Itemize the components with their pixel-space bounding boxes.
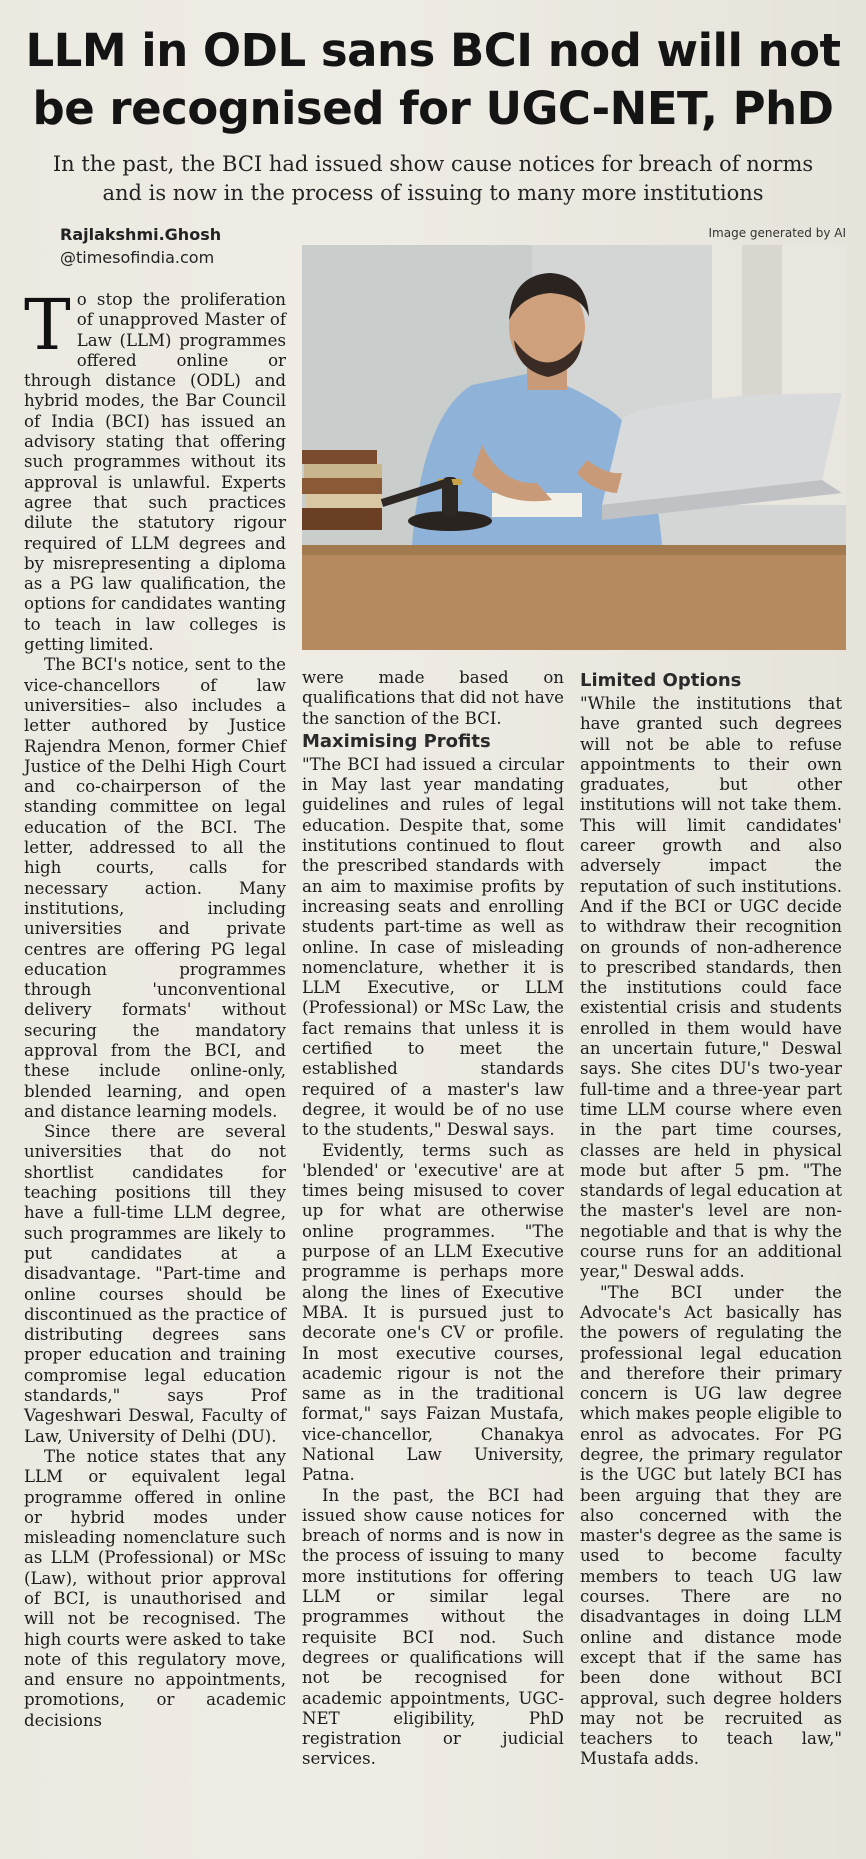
paragraph-3: Since there are several universities that do not shortlist candidates for teaching positions till they have a full-time LLM degree, such programmes are likely to put candidates at a disadvantage. "Part-time and online courses should be discontinued as the practice of distributing degrees sans proper education and training compromise legal education standards," says Prof Vageshwari Deswal, Faculty of Law, University of Delhi (DU).: [24, 1122, 286, 1446]
article-photo: [302, 245, 846, 650]
article-column-3: [580, 668, 842, 1770]
image-credit: Image generated by AI: [708, 226, 846, 240]
subhead-line-2: and is now in the process of issuing to many more institutions: [102, 181, 764, 205]
photo-illustration: [302, 245, 846, 650]
headline: [20, 22, 846, 138]
paragraph-continuation: were made based on qualifications that did not have the sanction of the BCI.: [302, 668, 564, 728]
paragraph-6: Evidently, terms such as 'blended' or 'executive' are at times being misused to cover up for what are otherwise online programmes. "The purpose of an LLM Executive programme is perhaps more along the lines of Executive MBA. It is pursued just to decorate one's CV or profile. In most executive courses, academic rigour is not the same as in the traditional format," says Faizan Mustafa, vice-chancellor, Chanakya National Law University, Patna.: [302, 1140, 564, 1485]
paragraph-4: The notice states that any LLM or equivalent legal programme offered in online or hybrid modes under misleading nomenclature such as LLM (Professional) or MSc (Law), without prior approval of BCI, is unauthorised and will not be recognised. The high courts were asked to take note of this regulatory move, and ensure no appointments, promotions, or academic decisions: [24, 1446, 286, 1730]
article-column-2: [302, 668, 564, 1770]
headline-line-2: be recognised for UGC-NET, PhD: [32, 82, 834, 135]
subhead-line-1: In the past, the BCI had issued show cause notices for breach of norms: [52, 152, 814, 176]
paragraph-1: [24, 284, 286, 655]
paragraph-1-text: o stop the proliferation of unapproved Master of Law (LLM) programmes offered online or through distance (ODL) and hybrid modes, the Bar Council of India (BCI) has issued an advisory stating that offering such programmes without its approval is unlawful. Experts agree that such practices dilute the statutory rigour required of LLM degrees and by misrepresenting a diploma as a PG law qualification, the options for candidates wanting to teach in law colleges is getting limited.: [24, 290, 286, 655]
paragraph-9: "The BCI under the Advocate's Act basically has the powers of regulating the professional legal education and therefore their primary concern is UG law degree which makes people eligible to enrol as advocates. For PG degree, the primary regulator is the UGC but lately BCI has been arguing that they are also concerned with the master's degree as the same is used to become faculty members to teach UG law courses. There are no disadvantages in doing LLM online and distance mode except that if the same has been done without BCI approval, such degree holders may not be recruited as teachers to teach law," Mustafa adds.: [580, 1282, 842, 1769]
paragraph-5: "The BCI had issued a circular in May last year mandating guidelines and rules of legal education. Despite that, some institutions continued to flout the prescribed standards with an aim to maximise profits by increasing seats and enrolling students part-time as well as online. In case of misleading nomenclature, whether it is LLM Executive, or LLM (Professional) or MSc Law, the fact remains that unless it is certified to meet the established standards required of a master's law degree, it would be of no use to the students," Deswal says.: [302, 754, 564, 1140]
subheadline: [20, 150, 846, 208]
author-source: @timesofindia.com: [60, 248, 215, 267]
paragraph-7: In the past, the BCI had issued show cause notices for breach of norms and is now in the process of issuing to many more institutions for offering LLM or similar legal programmes without the requisite BCI nod. Such degrees or qualifications will not be recognised for academic appointments, UGC-NET eligibility, PhD registration or judicial services.: [302, 1485, 564, 1769]
section-heading-limited-options: Limited Options: [580, 670, 742, 691]
section-heading-maximising-profits: Maximising Profits: [302, 730, 491, 752]
paragraph-2: The BCI's notice, sent to the vice-chancellors of law universities– also includes a letter authored by Justice Rajendra Menon, former Chief Justice of the Delhi High Court and co-chairperson of the standing committee on legal education of the BCI. The letter, addressed to all the high courts, calls for necessary action. Many institutions, including universities and private centres are offering PG legal education programmes through 'unconventional delivery formats' without securing the mandatory approval from the BCI, and these include online-only, blended learning, and open and distance learning models.: [24, 655, 286, 1121]
article-column-1: [24, 284, 286, 1845]
author-name: Rajlakshmi.Ghosh: [60, 225, 222, 244]
headline-line-1: LLM in ODL sans BCI nod will not: [25, 24, 841, 77]
drop-cap: T: [24, 284, 71, 366]
paragraph-8: "While the institutions that have granted such degrees will not be able to refuse appointments to their own graduates, but other institutions will not take them. This will limit candidates' career growth and also adversely impact the reputation of such institutions. And if the BCI or UGC decide to withdraw their recognition on grounds of non-adherence to prescribed standards, then the institutions could face existential crisis and students enrolled in them would have an uncertain future," Deswal says. She cites DU's two-year full-time and a three-year part time LLM course where even in the part time courses, classes are held in physical mode but after 5 pm. "The standards of legal education at the master's level are non-negotiable and that is why the course runs for an additional year," Deswal adds.: [580, 694, 842, 1282]
